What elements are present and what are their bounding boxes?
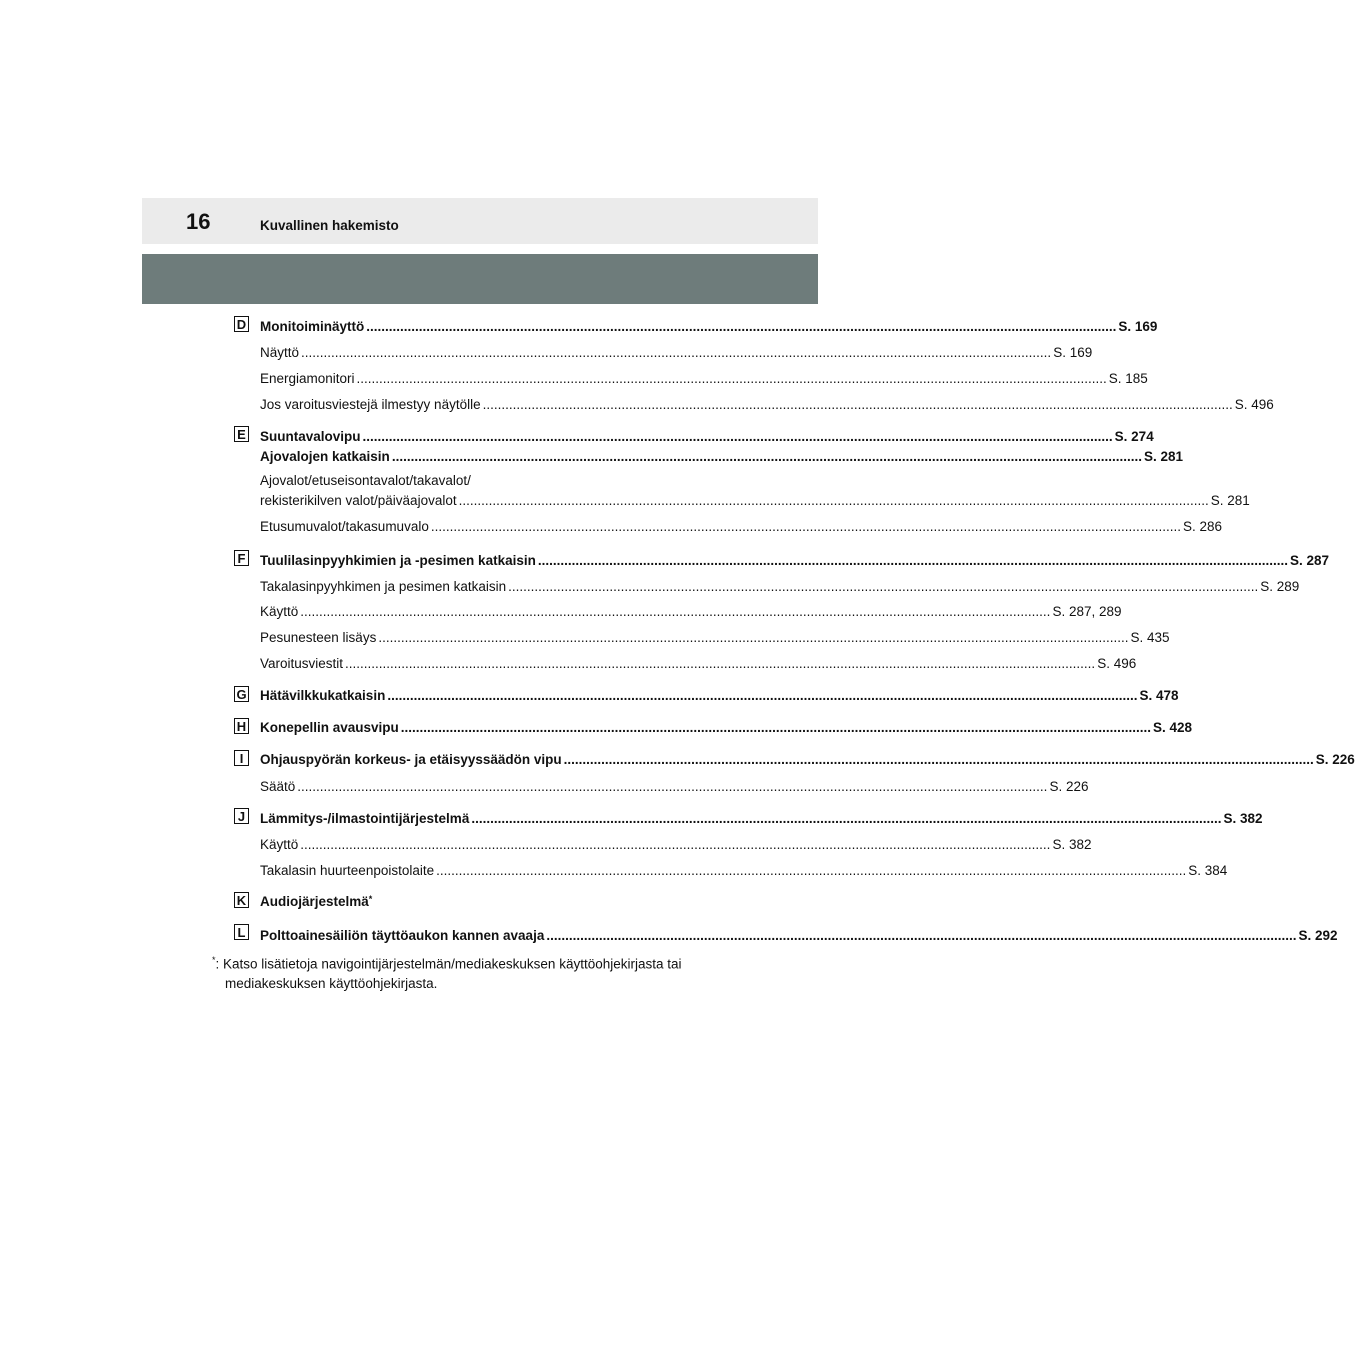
leader-dots: ........................................................................................................................................................................................................ (458, 493, 1209, 508)
index-entry-sub (260, 655, 1137, 672)
page-reference: S. 287 (1290, 553, 1330, 568)
page-reference: S. 435 (1130, 630, 1170, 645)
page-reference: S. 496 (1234, 397, 1274, 412)
index-entry-main (260, 448, 1183, 465)
index-entry-main (260, 552, 1330, 569)
section-letter-d: D (234, 316, 249, 332)
entry-asterisk: * (368, 894, 373, 904)
page-reference: S. 169 (1118, 319, 1158, 334)
page-reference: S. 384 (1188, 863, 1228, 878)
page-reference: S. 226 (1049, 779, 1089, 794)
leader-dots: ........................................................................................................................................................................................................ (436, 863, 1187, 878)
leader-dots: ........................................................................................................................................................................................................ (366, 319, 1117, 334)
leader-dots: ........................................................................................................................................................................................................ (563, 752, 1314, 767)
entry-label: Käyttö (260, 604, 299, 619)
leader-dots: ........................................................................................................................................................................................................ (537, 553, 1288, 568)
page-reference: S. 478 (1139, 688, 1179, 703)
leader-dots: ........................................................................................................................................................................................................ (546, 928, 1297, 943)
page-reference: S. 281 (1143, 449, 1183, 464)
index-entry-sub (260, 518, 1223, 535)
page-reference: S. 289 (1260, 579, 1300, 594)
section-letter-e: E (234, 426, 249, 442)
footnote-line1: : Katso lisätietoja navigointijärjestelmän/mediakeskuksen käyttöohjekirjasta tai (215, 956, 682, 972)
leader-dots: ........................................................................................................................................................................................................ (471, 811, 1222, 826)
page-reference: S. 496 (1097, 656, 1137, 671)
index-entry-sub (260, 778, 1089, 795)
entry-label: Takalasinpyyhkimen ja pesimen katkaisin (260, 579, 507, 594)
page-reference: S. 286 (1183, 519, 1223, 534)
entry-label: Ajovalojen katkaisin (260, 449, 390, 464)
entry-label: Etusumuvalot/takasumuvalo (260, 519, 429, 534)
leader-dots: ........................................................................................................................................................................................................ (508, 579, 1259, 594)
entry-label: Monitoiminäyttö (260, 319, 365, 334)
page-reference: S. 382 (1052, 837, 1092, 852)
entry-label: Pesunesteen lisäys (260, 630, 377, 645)
entry-label: Takalasin huurteenpoistolaite (260, 863, 435, 878)
entry-label: Energiamonitori (260, 371, 355, 386)
footnote-marker: * (212, 955, 216, 965)
page-reference: S. 428 (1152, 720, 1192, 735)
index-entry-sub (260, 836, 1092, 853)
leader-dots: ........................................................................................................................................................................................................ (300, 837, 1051, 852)
leader-dots: ........................................................................................................................................................................................................ (387, 688, 1138, 703)
index-entry-sub (260, 629, 1170, 646)
section-letter-f: F (234, 550, 249, 566)
section-letter-g: G (234, 686, 249, 702)
section-letter-j: J (234, 808, 249, 824)
leader-dots: ........................................................................................................................................................................................................ (430, 519, 1181, 534)
page-reference: S. 226 (1315, 752, 1355, 767)
index-entry-main (260, 428, 1154, 445)
section-letter-i: I (234, 750, 249, 766)
index-entry-main (260, 687, 1179, 704)
page-number: 16 (186, 209, 211, 234)
entry-label: Käyttö (260, 837, 299, 852)
entry-label: rekisterikilven valot/päiväajovalot (260, 493, 457, 508)
entry-label: Ohjauspyörän korkeus- ja etäisyyssäädön vipu (260, 752, 562, 767)
leader-dots: ........................................................................................................................................................................................................ (378, 630, 1129, 645)
index-entry-sub (260, 492, 1250, 509)
footnote (212, 951, 732, 993)
entry-label: Lämmitys-/ilmastointijärjestelmä (260, 811, 470, 826)
index-entry-main (260, 318, 1158, 335)
section-letter-k: K (234, 892, 249, 908)
entry-label: Tuulilasinpyyhkimien ja -pesimen katkaisin (260, 553, 536, 568)
entry-label-line1: Ajovalot/etuseisontavalot/takavalot/ (260, 473, 471, 488)
entry-label: Varoitusviestit (260, 656, 344, 671)
index-entry-sub (260, 862, 1228, 879)
leader-dots: ........................................................................................................................................................................................................ (362, 429, 1113, 444)
page-reference: S. 169 (1053, 345, 1093, 360)
index-entry-sub (260, 396, 1274, 413)
index-entry-sub (260, 578, 1300, 595)
entry-label: Näyttö (260, 345, 300, 360)
page-reference: S. 281 (1210, 493, 1250, 508)
footnote-line2: mediakeskuksen käyttöohjekirjasta. (225, 975, 438, 991)
leader-dots: ........................................................................................................................................................................................................ (297, 779, 1048, 794)
index-entry-sub (260, 603, 1122, 620)
page-reference: S. 274 (1114, 429, 1154, 444)
entry-label: Audiojärjestelmä (260, 894, 369, 909)
index-entry-main (260, 927, 1338, 944)
index-entry-main (260, 810, 1263, 827)
entry-label: Polttoainesäiliön täyttöaukon kannen avaaja (260, 928, 545, 943)
leader-dots: ........................................................................................................................................................................................................ (482, 397, 1233, 412)
leader-dots: ........................................................................................................................................................................................................ (345, 656, 1096, 671)
section-letter-l: L (234, 924, 249, 940)
entry-label: Säätö (260, 779, 296, 794)
entry-label: Konepellin avausvipu (260, 720, 399, 735)
page-reference: S. 185 (1108, 371, 1148, 386)
leader-dots: ........................................................................................................................................................................................................ (301, 345, 1052, 360)
header-title: Kuvallinen hakemisto (260, 218, 399, 233)
leader-dots: ........................................................................................................................................................................................................ (391, 449, 1142, 464)
header-band (142, 254, 818, 304)
entry-label: Jos varoitusviestejä ilmestyy näytölle (260, 397, 481, 412)
entry-label: Hätävilkkukatkaisin (260, 688, 386, 703)
index-entry-sub (260, 344, 1093, 361)
index-entry-sub (260, 370, 1148, 387)
leader-dots: ........................................................................................................................................................................................................ (300, 604, 1051, 619)
index-entry-main (260, 893, 722, 910)
section-letter-h: H (234, 718, 249, 734)
index-entry-main (260, 719, 1192, 736)
leader-dots: ........................................................................................................................................................................................................ (356, 371, 1107, 386)
entry-label: Suuntavalovipu (260, 429, 361, 444)
index-entry-main (260, 751, 1355, 768)
page-reference: S. 382 (1223, 811, 1263, 826)
page-reference: S. 287, 289 (1052, 604, 1122, 619)
page-reference: S. 292 (1298, 928, 1338, 943)
page-header (142, 198, 818, 244)
leader-dots: ........................................................................................................................................................................................................ (400, 720, 1151, 735)
